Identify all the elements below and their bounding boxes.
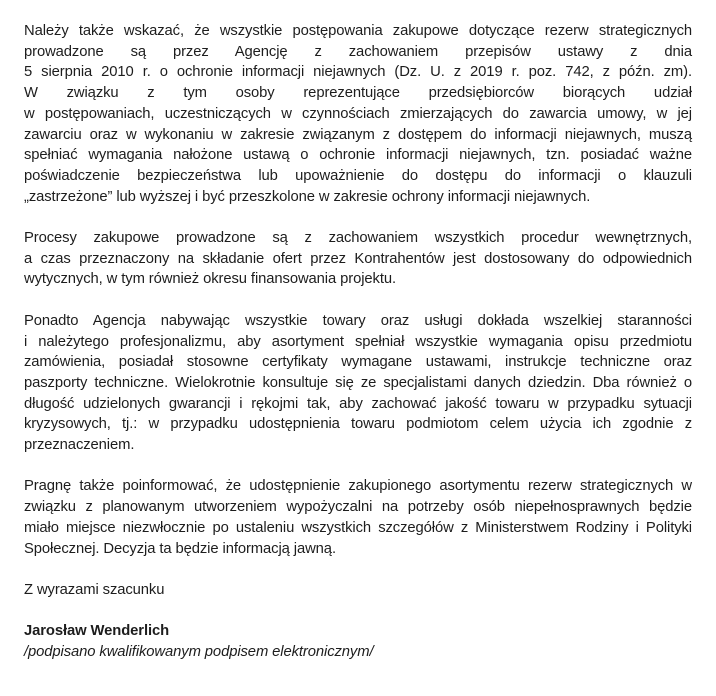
signature-note: /podpisano kwalifikowanym podpisem elektronicznym/ <box>24 644 374 661</box>
paragraph <box>24 476 692 559</box>
text-line: i należytego profesjonalizmu, aby asortyment spełniał wszystkie wymagania opisu przedmiotu <box>24 333 692 350</box>
text-line: „zastrzeżone” lub wyższej i być przeszkolone w zakresie ochrony informacji niejawnych. <box>24 188 591 205</box>
text-line: wytycznych, w tym również okresu finansowania projektu. <box>24 271 396 288</box>
text-line: spełniać wymagania nałożone ustawą o ochronie informacji niejawnych, tzn. posiadać ważne <box>24 147 692 164</box>
paragraph <box>24 228 692 290</box>
text-line: związku z planowanym utworzeniem wypożyczalni na potrzeby osób niepełnosprawnych będzie <box>24 499 692 516</box>
text-line: a czas przeznaczony na składanie ofert przez Kontrahentów jest dostosowany do odpowiednich <box>24 250 692 267</box>
text-line: poświadczenie bezpieczeństwa lub upoważnienie do dostępu do informacji o klauzuli <box>24 167 692 184</box>
text-line: Procesy zakupowe prowadzone są z zachowaniem wszystkich procedur wewnętrznych, <box>24 230 692 247</box>
letter-body <box>24 21 692 559</box>
text-line: długość udzielonych gwarancji i rękojmi tak, aby zachować jakość towaru w przypadku sytuacji <box>24 395 692 412</box>
paragraph <box>24 21 692 207</box>
text-line: prowadzone są przez Agencję z zachowaniem przepisów ustawy z dnia <box>24 43 692 60</box>
text-line: Społecznej. Decyzja ta będzie informacją jawną. <box>24 540 336 557</box>
text-line: przeznaczeniem. <box>24 437 135 454</box>
text-line: zawarciu oraz w wykonaniu w zakresie związanym z dostępem do informacji niejawnych, muszą <box>24 126 692 143</box>
signature-name: Jarosław Wenderlich <box>24 623 170 640</box>
text-line: zamówienia, posiadał stosowne certyfikaty wymagane ustawami, instrukcje techniczne oraz <box>24 354 692 371</box>
text-line: W związku z tym osoby reprezentujące przedsiębiorców biorących udział <box>24 85 692 102</box>
text-line: Pragnę także poinformować, że udostępnienie zakupionego asortymentu rezerw strategicznych w <box>24 478 692 495</box>
text-line: Ponadto Agencja nabywając wszystkie towary oraz usługi dokłada wszelkiej staranności <box>24 312 692 329</box>
text-line: w postępowaniach, uczestniczących w czynnościach zmierzających do zawarcia umowy, w jej <box>24 105 692 122</box>
text-line: Należy także wskazać, że wszystkie postępowania zakupowe dotyczące rezerw strategicznych <box>24 23 692 39</box>
text-line: kryzysowych, tj.: w przypadku udostępnienia towaru podmiotom celem użycia ich zgodnie z <box>24 416 692 433</box>
paragraph <box>24 311 692 456</box>
text-line: miało miejsce niezwłocznie po ustaleniu wszystkich szczegółów z Ministerstwem Rodziny i Polityki <box>24 519 692 536</box>
text-line: paszporty techniczne. Wielokrotnie konsultuje się ze specjalistami danych dziedzin. Dba również o <box>24 374 692 391</box>
text-line: 5 sierpnia 2010 r. o ochronie informacji niejawnych (Dz. U. z 2019 r. poz. 742, z późn. zm). <box>24 64 692 81</box>
closing-salutation: Z wyrazami szacunku <box>24 581 165 598</box>
